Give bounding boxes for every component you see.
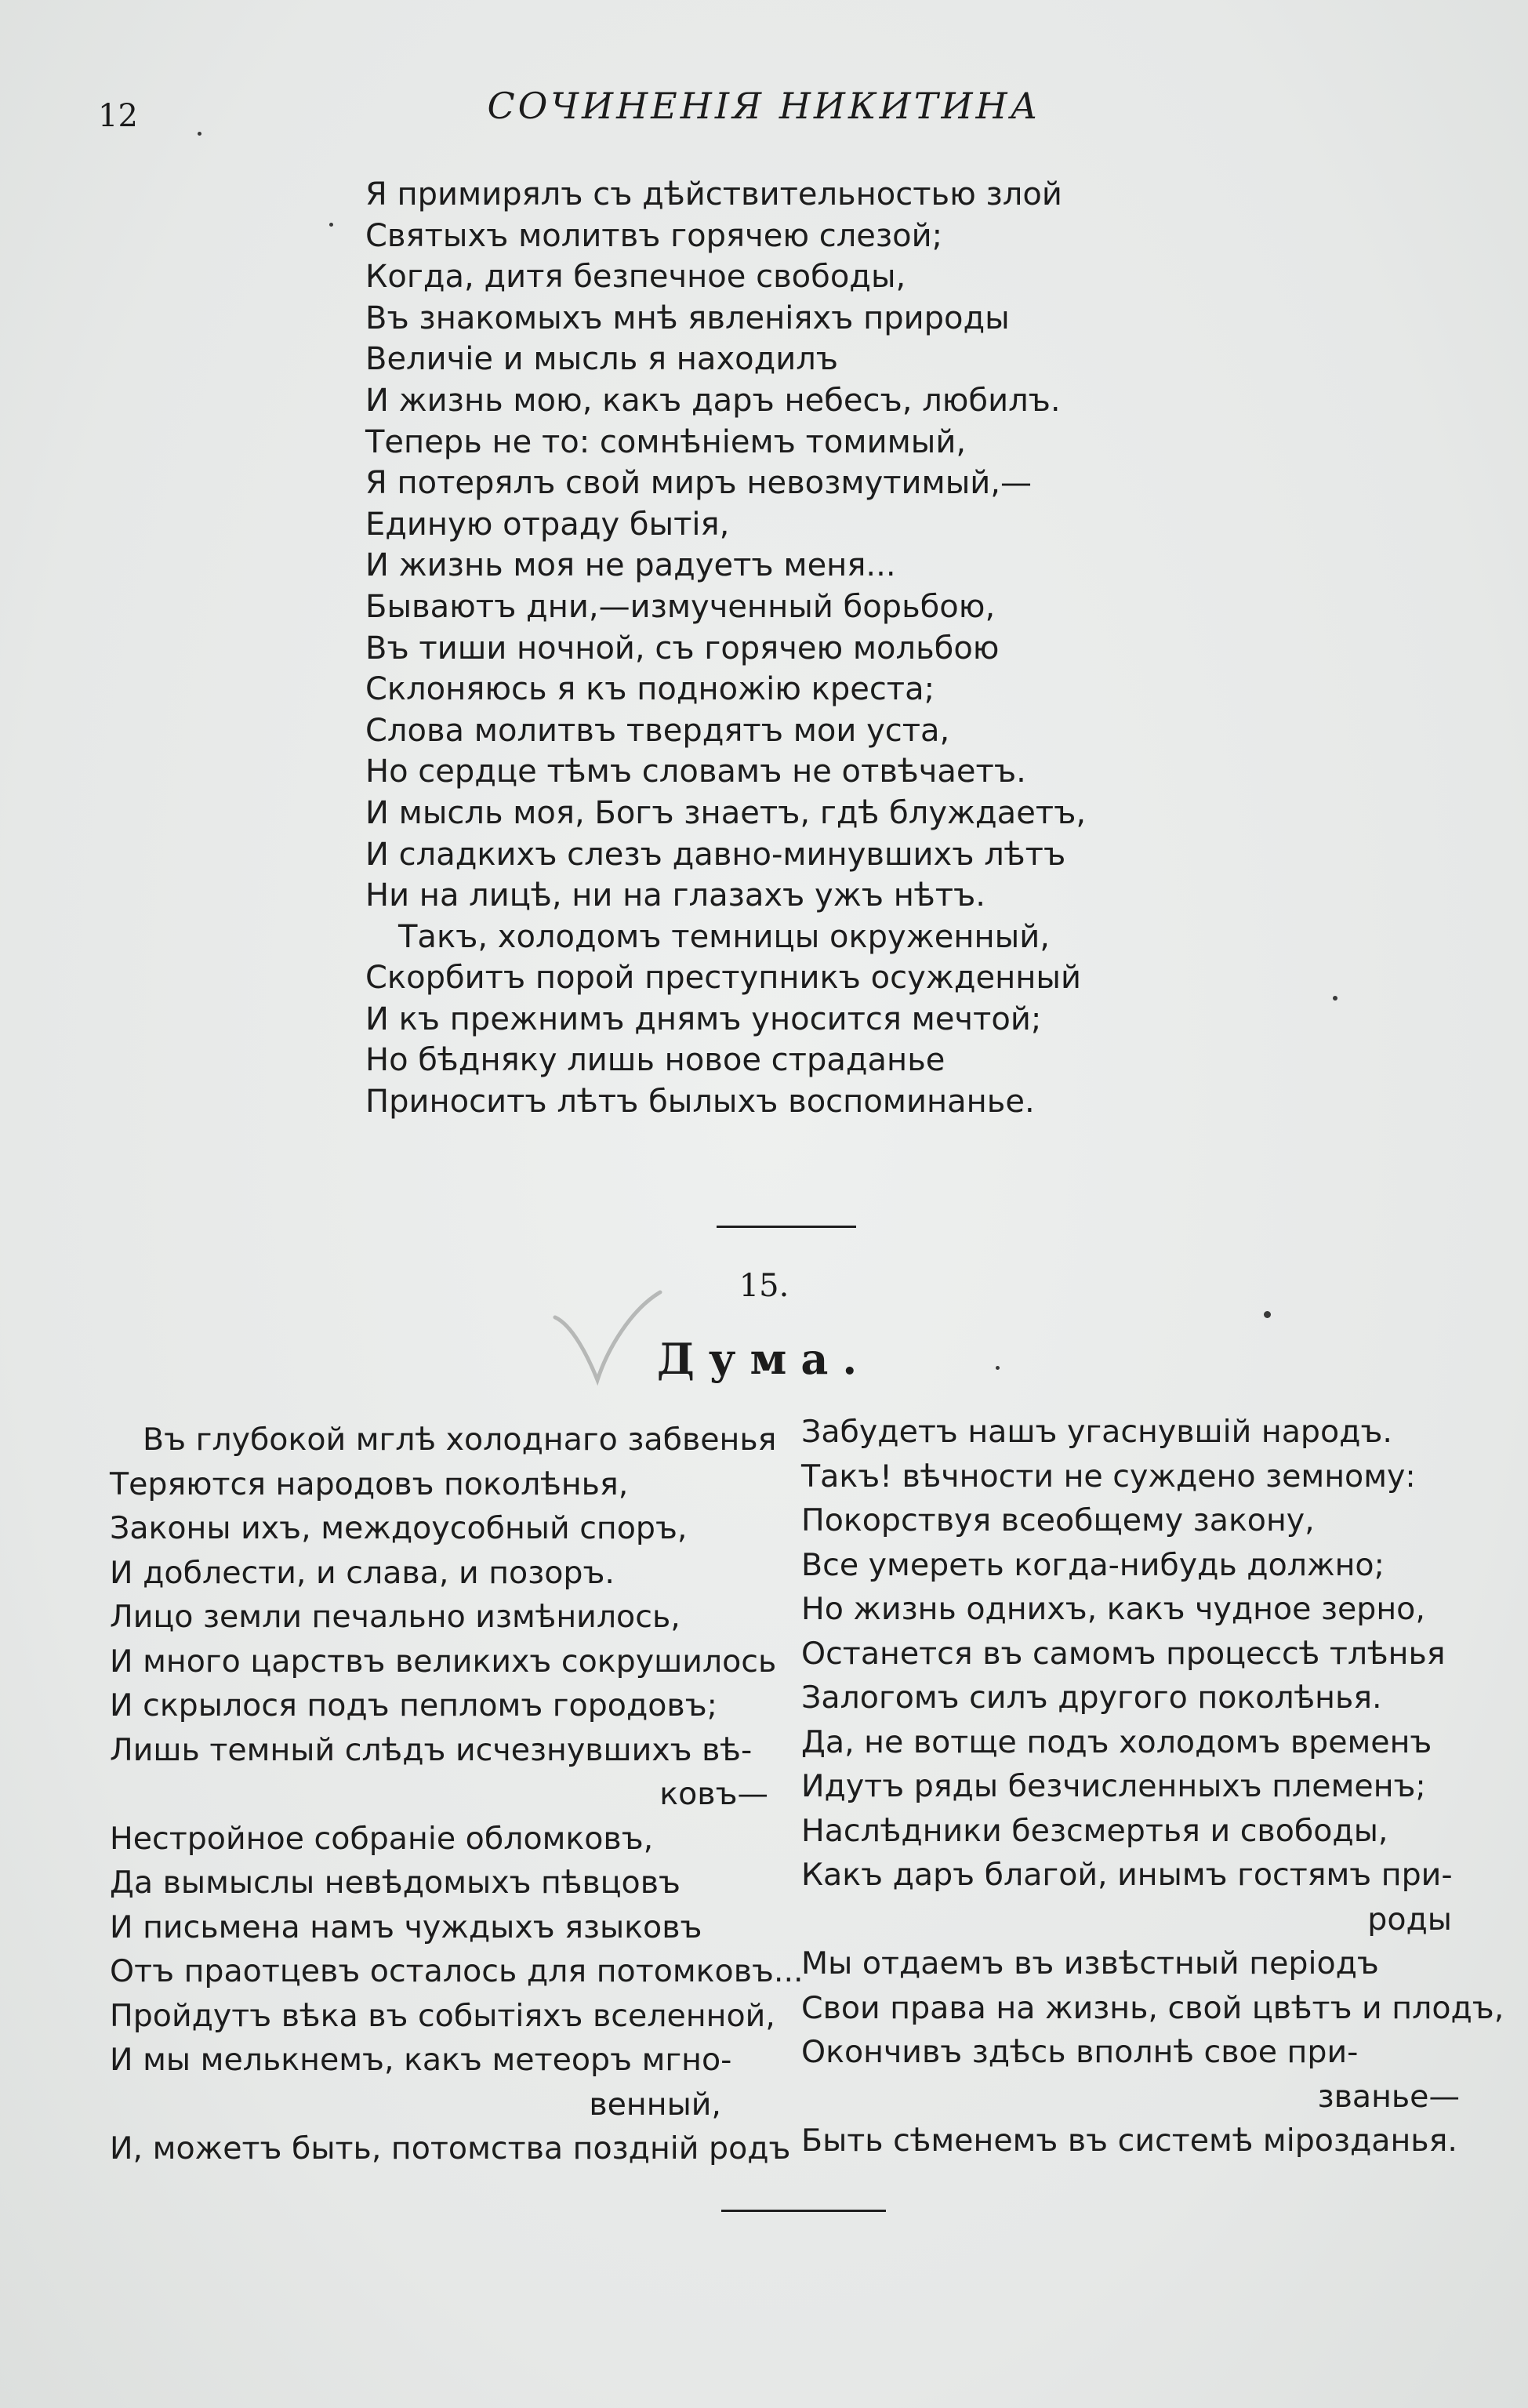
- poem-line: И мы мелькнемъ, какъ метеоръ мгно-: [110, 2042, 732, 2078]
- poem-line: Теперь не то: сомнѣніемъ томимый,: [365, 423, 967, 460]
- poem-line: Быть сѣменемъ въ системѣ мірозданья.: [801, 2123, 1457, 2159]
- pencil-check-mark: [549, 1286, 666, 1388]
- poem-line: И, можетъ быть, потомства поздній родъ: [110, 2130, 791, 2166]
- poem-line: Бываютъ дни,—измученный борьбою,: [365, 588, 996, 625]
- poem-line: Когда, дитя безпечное свободы,: [365, 259, 906, 296]
- paper-speck: [1333, 996, 1337, 1001]
- poem-line: Я потерялъ свой миръ невозмутимый,—: [365, 465, 1033, 502]
- poem-line: Приноситъ лѣтъ былыхъ воспоминанье.: [365, 1084, 1035, 1120]
- poem-column-right: [801, 1410, 1504, 2163]
- poem-line: Я примирялъ съ дѣйствительностью злой: [365, 176, 1062, 212]
- end-divider: [721, 2210, 886, 2212]
- section-divider: [717, 1226, 856, 1228]
- poem-line: Склоняюсь я къ подножію креста;: [365, 671, 935, 708]
- poem-line: Лишь темный слѣдъ исчезнувшихъ вѣ-: [110, 1731, 753, 1768]
- poem-line-continuation: званье—: [1317, 2078, 1460, 2115]
- poem-line: Такъ, холодомъ темницы окруженный,: [398, 918, 1050, 955]
- section-number: 15.: [739, 1268, 789, 1304]
- poem-line: Да, не вотще подъ холодомъ временъ: [801, 1723, 1432, 1760]
- poem-line: Отъ праотцевъ осталось для потомковъ...: [110, 1953, 804, 1989]
- poem-line: Святыхъ молитвъ горячею слезой;: [365, 217, 943, 254]
- poem-line-continuation: ковъ—: [659, 1776, 768, 1812]
- poem-column-left: [110, 1418, 804, 2171]
- poem-line: Такъ! вѣчности не суждено земному:: [801, 1458, 1416, 1495]
- paper-speck: [329, 223, 333, 227]
- poem-line: Въ глубокой мглѣ холоднаго забвенья: [143, 1422, 777, 1458]
- poem-line: И къ прежнимъ днямъ уносится мечтой;: [365, 1001, 1042, 1037]
- poem-line: Величіе и мысль я находилъ: [365, 341, 839, 378]
- poem-line: И письмена намъ чуждыхъ языковъ: [110, 1909, 702, 1945]
- poem-line: И доблести, и слава, и позоръ.: [110, 1554, 615, 1591]
- poem-line: Свои права на жизнь, свой цвѣтъ и плодъ,: [801, 1989, 1504, 2026]
- poem-line: Но бѣдняку лишь новое страданье: [365, 1042, 945, 1079]
- paper-speck: [198, 132, 201, 136]
- poem-line: И жизнь моя не радуетъ меня...: [365, 547, 896, 584]
- poem-line: Но сердце тѣмъ словамъ не отвѣчаетъ.: [365, 754, 1026, 790]
- running-head: СОЧИНЕНІЯ НИКИТИНА: [487, 85, 1041, 127]
- poem-line: Наслѣдники безсмертья и свободы,: [801, 1812, 1388, 1849]
- poem-line: Слова молитвъ твердятъ мои уста,: [365, 712, 950, 749]
- poem-line: Нестройное собраніе обломковъ,: [110, 1820, 654, 1857]
- poem-line: Останется въ самомъ процессѣ тлѣнья: [801, 1635, 1446, 1672]
- poem-line: Единую отраду бытія,: [365, 506, 730, 543]
- poem-line: Пройдутъ вѣка въ событіяхъ вселенной,: [110, 1997, 775, 2034]
- poem-line: Все умереть когда-нибудь должно;: [801, 1546, 1385, 1583]
- poem-line: Лицо земли печально измѣнилось,: [110, 1599, 681, 1635]
- poem-line: Окончивъ здѣсь вполнѣ свое при-: [801, 2034, 1359, 2070]
- poem-line: Ни на лицѣ, ни на глазахъ ужъ нѣтъ.: [365, 877, 986, 914]
- page-number: 12: [98, 98, 138, 134]
- poem-line: И сладкихъ слезъ давно-минувшихъ лѣтъ: [365, 836, 1066, 873]
- poem-line: Но жизнь однихъ, какъ чудное зерно,: [801, 1591, 1425, 1627]
- poem-line-continuation: роды: [1367, 1901, 1452, 1938]
- poem-line: Скорбитъ порой преступникъ осужденный: [365, 960, 1081, 997]
- poem-line: И жизнь мою, какъ даръ небесъ, любилъ.: [365, 382, 1061, 419]
- poem-line: Какъ даръ благой, инымъ гостямъ при-: [801, 1857, 1453, 1893]
- poem-line: Мы отдаемъ въ извѣстный періодъ: [801, 1945, 1379, 1981]
- poem-line: И много царствъ великихъ сокрушилось: [110, 1643, 777, 1680]
- poem-continuation: [365, 174, 1149, 1123]
- poem-line: Залогомъ силъ другого поколѣнья.: [801, 1680, 1382, 1716]
- poem-line: И мысль моя, Богъ знаетъ, гдѣ блуждаетъ,: [365, 794, 1087, 831]
- poem-line: Да вымыслы невѣдомыхъ пѣвцовъ: [110, 1865, 681, 1901]
- poem-line: Покорствуя всеобщему закону,: [801, 1502, 1315, 1538]
- poem-line: Идутъ ряды безчисленныхъ племенъ;: [801, 1768, 1426, 1804]
- poem-line-continuation: венный,: [589, 2086, 721, 2123]
- poem-line: Забудетъ нашъ угаснувшій народъ.: [801, 1414, 1392, 1450]
- poem-line: Теряются народовъ поколѣнья,: [110, 1466, 629, 1502]
- poem-line: Въ знакомыхъ мнѣ явленіяхъ природы: [365, 300, 1010, 336]
- poem-line: И скрылося подъ пепломъ городовъ;: [110, 1687, 717, 1723]
- poem-line: Въ тиши ночной, съ горячею мольбою: [365, 630, 1000, 666]
- paper-speck: [996, 1366, 1000, 1370]
- poem-line: Законы ихъ, междоусобный споръ,: [110, 1510, 688, 1546]
- section-title: Дума.: [656, 1334, 872, 1384]
- paper-speck: [1264, 1311, 1271, 1318]
